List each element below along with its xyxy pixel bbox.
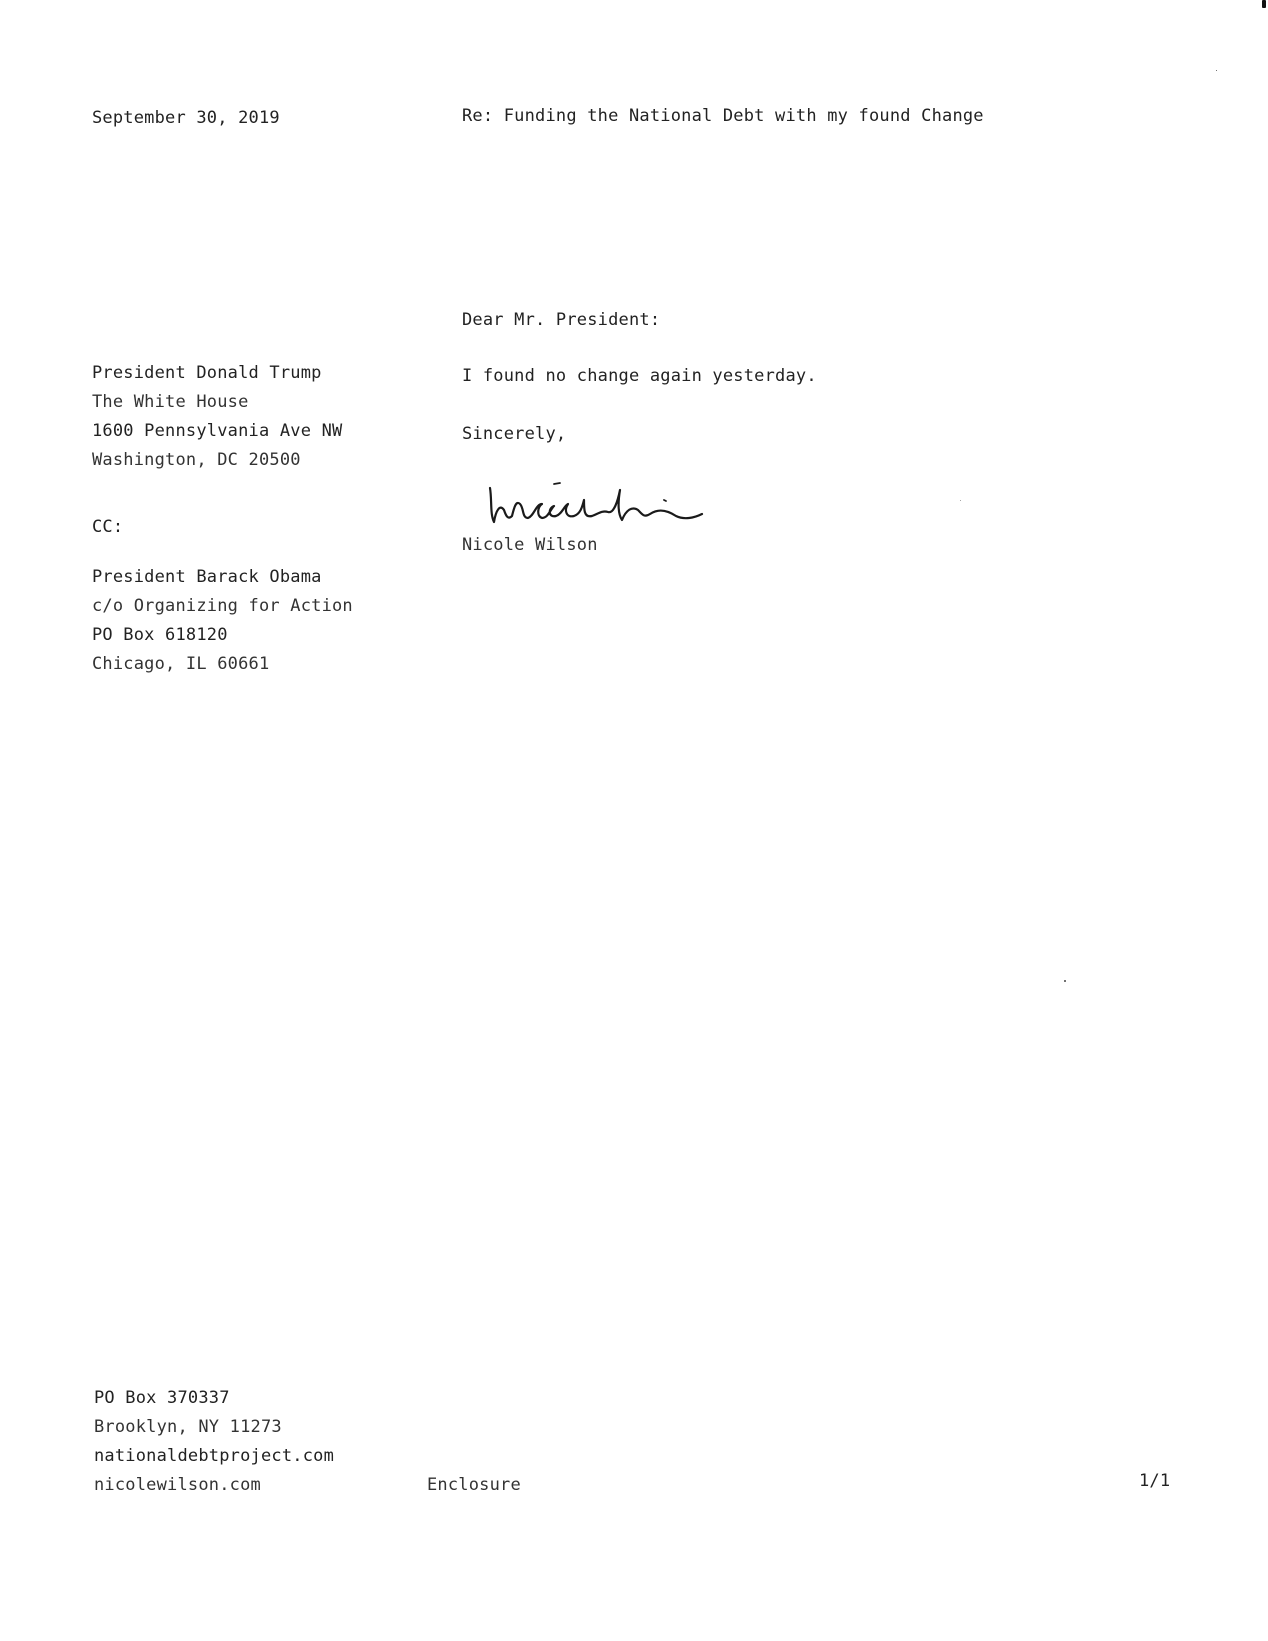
recipient-line: President Donald Trump <box>92 363 322 383</box>
enclosure-note: Enclosure <box>427 1475 521 1495</box>
scan-speck <box>1064 980 1066 982</box>
recipient-address <box>92 359 342 475</box>
sender-line: Brooklyn, NY 11273 <box>94 1417 282 1437</box>
cc-line: PO Box 618120 <box>92 625 228 645</box>
cc-address <box>92 563 353 679</box>
sender-website: nicolewilson.com <box>94 1475 261 1495</box>
letter-body: I found no change again yesterday. <box>462 366 817 386</box>
sender-line: PO Box 370337 <box>94 1388 230 1408</box>
page-number: 1/1 <box>1139 1471 1171 1491</box>
closing: Sincerely, <box>462 424 567 444</box>
recipient-line: 1600 Pennsylvania Ave NW <box>92 421 343 441</box>
recipient-line: The White House <box>92 392 249 412</box>
letter-subject: Re: Funding the National Debt with my found Change <box>462 106 984 126</box>
sender-website: nationaldebtproject.com <box>94 1446 335 1466</box>
letter-date: September 30, 2019 <box>92 108 280 128</box>
cc-line: President Barack Obama <box>92 567 322 587</box>
scan-speck <box>960 500 961 501</box>
signer-name: Nicole Wilson <box>462 535 598 555</box>
salutation: Dear Mr. President: <box>462 310 661 330</box>
scan-speck <box>1262 0 1266 8</box>
handwritten-signature <box>484 470 744 530</box>
cc-line: Chicago, IL 60661 <box>92 654 270 674</box>
cc-label: CC: <box>92 517 124 537</box>
cc-line: c/o Organizing for Action <box>92 596 353 616</box>
recipient-line: Washington, DC 20500 <box>92 450 301 470</box>
scan-speck <box>1216 70 1217 71</box>
sender-address <box>94 1384 334 1500</box>
